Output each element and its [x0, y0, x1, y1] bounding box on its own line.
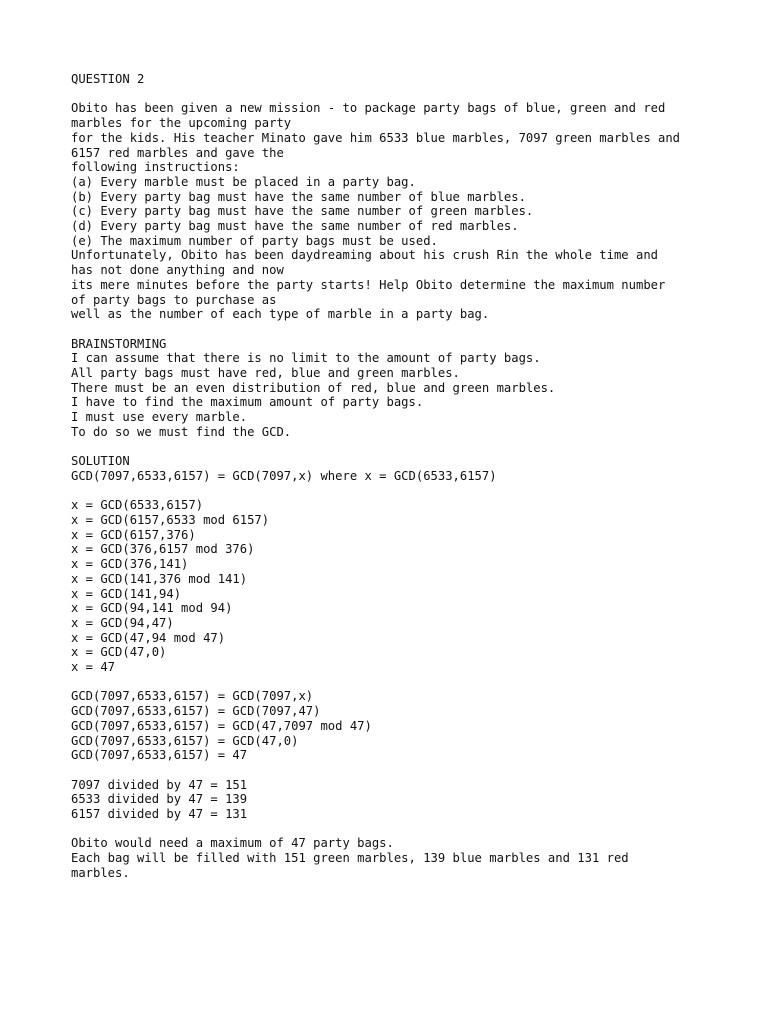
division-line: 6157 divided by 47 = 131: [71, 807, 248, 822]
x-step: x = GCD(94,141 mod 94): [71, 601, 233, 616]
x-step: x = GCD(376,6157 mod 376): [71, 542, 255, 557]
problem-line: following instructions:: [71, 160, 240, 175]
x-step: x = GCD(6157,6533 mod 6157): [71, 513, 270, 528]
x-step: x = 47: [71, 660, 116, 675]
problem-line: Obito has been given a new mission - to package party bags of blue, green and red: [71, 101, 666, 116]
problem-statement: [71, 101, 711, 322]
spacer: [71, 440, 711, 455]
gcd-step: GCD(7097,6533,6157) = GCD(7097,47): [71, 704, 321, 719]
problem-line: (b) Every party bag must have the same number of blue marbles.: [71, 189, 526, 204]
division-results: [71, 778, 711, 822]
problem-line: well as the number of each type of marble in a party bag.: [71, 307, 490, 322]
x-step: x = GCD(376,141): [71, 557, 189, 572]
conclusion-line: Obito would need a maximum of 47 party bags.: [71, 836, 394, 851]
gcd-step: GCD(7097,6533,6157) = GCD(47,7097 mod 47): [71, 718, 372, 733]
problem-line: has not done anything and now: [71, 263, 284, 278]
x-step: x = GCD(6157,376): [71, 527, 196, 542]
problem-line: 6157 red marbles and gave the: [71, 145, 284, 160]
brainstorming-heading: BRAINSTORMING: [71, 336, 167, 351]
x-step: x = GCD(141,94): [71, 586, 182, 601]
problem-line: for the kids. His teacher Minato gave him 6533 blue marbles, 7097 green marbles and: [71, 130, 681, 145]
x-step: x = GCD(94,47): [71, 615, 174, 630]
spacer: [71, 484, 711, 499]
solution-heading: SOLUTION: [71, 454, 130, 469]
problem-line: marbles for the upcoming party: [71, 116, 292, 131]
x-step: x = GCD(141,376 mod 141): [71, 571, 248, 586]
problem-line: (e) The maximum number of party bags must be used.: [71, 233, 438, 248]
brainstorming-line: To do so we must find the GCD.: [71, 424, 292, 439]
question-heading: QUESTION 2: [71, 72, 145, 86]
x-step: x = GCD(47,94 mod 47): [71, 630, 226, 645]
spacer: [71, 87, 711, 102]
brainstorming-line: There must be an even distribution of red, blue and green marbles.: [71, 380, 556, 395]
gcd-step: GCD(7097,6533,6157) = GCD(7097,x): [71, 689, 314, 704]
conclusion: [71, 836, 711, 880]
document-page: [71, 72, 711, 881]
spacer: [71, 322, 711, 337]
conclusion-line: marbles.: [71, 865, 130, 880]
spacer: [71, 675, 711, 690]
brainstorming-line: All party bags must have red, blue and green marbles.: [71, 366, 460, 381]
gcd-step: GCD(7097,6533,6157) = GCD(47,0): [71, 733, 299, 748]
x-derivation: [71, 498, 711, 674]
problem-line: Unfortunately, Obito has been daydreaming about his crush Rin the whole time and: [71, 248, 658, 263]
gcd-step: GCD(7097,6533,6157) = 47: [71, 748, 248, 763]
spacer: [71, 763, 711, 778]
x-step: x = GCD(6533,6157): [71, 498, 204, 513]
x-step: x = GCD(47,0): [71, 645, 167, 660]
brainstorming-section: [71, 351, 711, 439]
division-line: 7097 divided by 47 = 151: [71, 777, 248, 792]
problem-line: (d) Every party bag must have the same number of red marbles.: [71, 219, 519, 234]
brainstorming-line: I can assume that there is no limit to the amount of party bags.: [71, 351, 541, 366]
problem-line: of party bags to purchase as: [71, 292, 277, 307]
spacer: [71, 822, 711, 837]
gcd-derivation: [71, 689, 711, 763]
problem-line: its mere minutes before the party starts! Help Obito determine the maximum number: [71, 277, 666, 292]
conclusion-line: Each bag will be filled with 151 green marbles, 139 blue marbles and 131 red: [71, 851, 629, 866]
brainstorming-line: I must use every marble.: [71, 410, 248, 425]
problem-line: (c) Every party bag must have the same number of green marbles.: [71, 204, 534, 219]
solution-intro: GCD(7097,6533,6157) = GCD(7097,x) where x = GCD(6533,6157): [71, 468, 497, 483]
problem-line: (a) Every marble must be placed in a party bag.: [71, 174, 416, 189]
brainstorming-line: I have to find the maximum amount of party bags.: [71, 395, 424, 410]
division-line: 6533 divided by 47 = 139: [71, 792, 248, 807]
